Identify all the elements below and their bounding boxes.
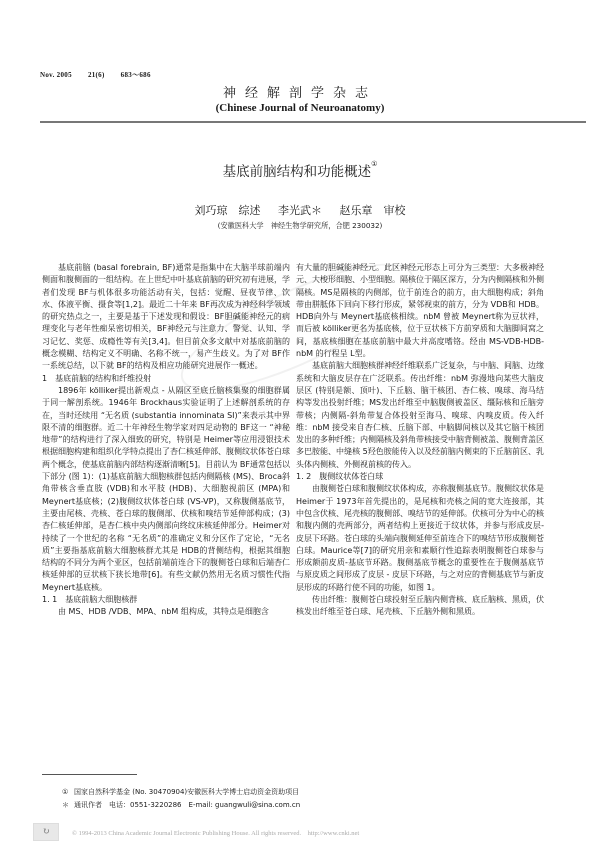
footnotes: [62, 786, 300, 812]
author-1: 刘巧琼 综述: [194, 204, 261, 217]
section-number: 1: [42, 373, 48, 383]
issue-date: Nov. 2005: [40, 71, 72, 79]
issue-volume: 21(6): [87, 71, 105, 79]
paragraph-fibers: 基底前脑大细胞核群神经纤维联系广泛复杂，与中脑、间脑、边缘系统和大脑皮层存在广泛联系。传出纤维：nbM 弥漫地向某些大脑皮层区 (特别是额、顶叶)、下丘脑、脑干核团、杏仁核、嗅球、海马结构等发出投射纤维；MS发出纤维至中脑腹侧被盖区、缰际核和丘脑旁带核；内侧隔-斜角带复合体投射至海马、嗅球、内嗅皮质。传入纤维：nbM 接受来自杏仁核、丘脑下部、中脑脚间核以及其它脑干核团发出的多种纤维；内侧隔核及斜角带核接受中脑背侧被盖、腹侧背盖区多巴胺能、中缝核 5羟色胺能传入以及经前脑内侧束的下丘脑前区、乳头体内侧核、外侧视前核的传入。: [296, 361, 544, 469]
paragraph-continued: 有大量的胆碱能神经元。此区神经元形态上可分为三类型：大多极神经元、大梭形细胞、小型细胞。隔核位于隔区深方，分为内侧隔核和外侧隔核。MS是隔核的内侧部，位于前连合的前方，由大细胞构成；斜角带由胼胝体下回向下移行形成，紧邻视束的前方，分为 VDB和 HDB。HDB向外与 Meynert基底核相续。nbM 曾被 Meynert称为豆状袢，而后被 kölliker更名为基底核，位于豆状核下方前穿质和大脑脚间窝之间，基底核细胞在基底前脑中最大并高度嗜铬。经由 MS-VDB-HDB-nbM 的行程呈 L型。: [296, 263, 544, 359]
right-column: [296, 262, 544, 619]
section-heading-1: [42, 373, 290, 385]
section-heading-1-1: [42, 594, 290, 606]
title-footnote-mark: ①: [371, 160, 378, 168]
author-list: [0, 202, 600, 218]
footnote-funding: ① 国家自然科学基金 (No. 30470904)安徽医科大学博士启动资金资助项目: [62, 788, 300, 796]
footnote-rule: [42, 774, 137, 775]
journal-title-en: (Chinese Journal of Neuroanatomy): [215, 102, 385, 114]
section-title: 基底前脑大细胞核群: [65, 595, 138, 605]
header-rule: [40, 121, 586, 123]
article-title-text: 基底前脑结构和功能概述: [222, 164, 372, 180]
cnki-logo-icon: ↻: [33, 823, 59, 841]
paragraph-efferent: 传出纤维：腹侧苍白球投射至丘脑内侧背核、底丘脑核、黑质，伏核发出纤维至苍白球、尾壳核、下丘脑外侧和黑质。: [296, 595, 544, 617]
left-column: [42, 262, 290, 619]
paragraph-section-1-2: 由腹侧苍白球和腹侧纹状体构成，亦称腹侧基底节。腹侧纹状体是 Heimer于 1973年首先提出的，是尾核和壳核之间的宽大连接部，其中包含伏核、尾壳核的腹侧部、嗅结节的延伸部。伏核可分为中心的核和腹内侧的壳两部分，两者结构上更接近于纹状体，并参与形成皮层-皮层下环路。苍白球的头端向腹侧延伸至前连合下的嗅结节形成腹侧苍白球。Maurice等[7]的研究用亲和素顺行性追踪表明腹侧苍白球参与形成额前皮质-基底节环路。腹侧基底节概念的重要性在于腹侧基底节与原皮质之间形成了皮层 - 皮层下环路，与之对应的背侧基底节与新皮层形成的环路行使不同的功能，如图 1。: [296, 484, 544, 592]
copyright-notice: © 1994-2013 China Academic Journal Electronic Publishing House. All rights reserved. http://www.cnki.net: [72, 830, 360, 837]
issue-meta: [40, 70, 165, 80]
journal-title-cn: 神经解剖学杂志: [222, 86, 377, 101]
issue-pages: 683～686: [120, 71, 151, 79]
author-2: 李光武＊: [278, 204, 322, 217]
author-3: 赵乐章 审校: [339, 204, 406, 217]
paragraph-intro: 基底前脑 (basal forebrain, BF)通常是指集中在大脑半球前端内侧面和腹侧面的一组结构。在上世纪中叶基底前脑的研究初有进展，学者们发现 BF与机体很多功能活动有关，包括：觉醒、昼夜节律、饮水、体液平衡、摄食等[1,2]。最近二十年来 BF再次成为神经科学领域的研究热点之一，主要是基于下述发现和假设：BF胆碱能神经元的病理变化与老年性痴呆密切相关，BF神经元与注意力、警觉、认知、学习记忆、奖惩、成瘾性等有关[3,4]。但目前众多文献中对基底前脑的概念模糊、结构定义不明确、名称不统一，易产生歧义。为了对 BF作一系统总结，以下就 BF的结构及相应功能研究进展作一概述。: [42, 263, 290, 371]
affiliation: (安徽医科大学 神经生物学研究所，合肥 230032): [217, 221, 383, 230]
section-title: 腹侧纹状体苍白球: [319, 472, 384, 482]
footnote-correspondence: ＊ 通讯作者 电话：0551-3220286 E-mail: guangwuli@sina.com.cn: [62, 801, 301, 809]
paragraph-section-1-1: 由 MS、HDB /VDB、MPA、nbM 组构成，其特点是细胞含: [58, 607, 269, 617]
paragraph-section-1: 1896年 kölliker提出新观点 - 从隔区至底丘脑核集聚的细胞群属于同一解剖系统。1946年 Brockhaus实验证明了上述解剖系统的存在，当时还续用 “无名质 (substantia innominata SI)”来表示其中界限不清的细胞群。近二十年神经生物学家对四足动物的 BF这一 “神秘地带”的结构进行了深入细致的研究，特别是 Heimer等应用浸银技术根据细胞构建和组织化学特点提出了杏仁核延伸部、腹侧纹状体苍白球两个概念，使基底前脑内部结构逐渐清晰[5]。目前认为 BF通常包括以下部分 (图 1)：(1)基底前脑大细胞核群包括内侧隔核 (MS)、Broca斜角带核含垂直肢 (VDB)和水平肢 (HDB)、大细胞视前区 (MPA)和 Meynert基底核；(2)腹侧纹状体苍白球 (VS-VP)，又称腹侧基底节，主要由尾核、壳核、苍白球的腹侧部、伏核和嗅结节延伸部构成；(3)杏仁核延伸部，是杏仁核中央内侧部向终纹床核延伸部分。Heimer对持续了一个世纪的名称 “无名质”的准确定义和分区作了定论，“无名质”主要指基底前脑大细胞核群尤其是 HDB的背侧结构，根据其细胞结构的不同分为两个亚区，包括前端前连合下的腹侧苍白球和后端杏仁核延伸部的豆状核下狭长地带[6]。有些文献仍然用无名质习惯性代指 Meynert基底核。: [42, 385, 290, 592]
section-number: 1. 2: [296, 472, 312, 482]
section-number: 1. 1: [42, 595, 58, 605]
section-heading-1-2: [296, 471, 544, 483]
article-title: [0, 160, 600, 180]
section-title: 基底前脑的结构和纤维投射: [55, 373, 152, 383]
